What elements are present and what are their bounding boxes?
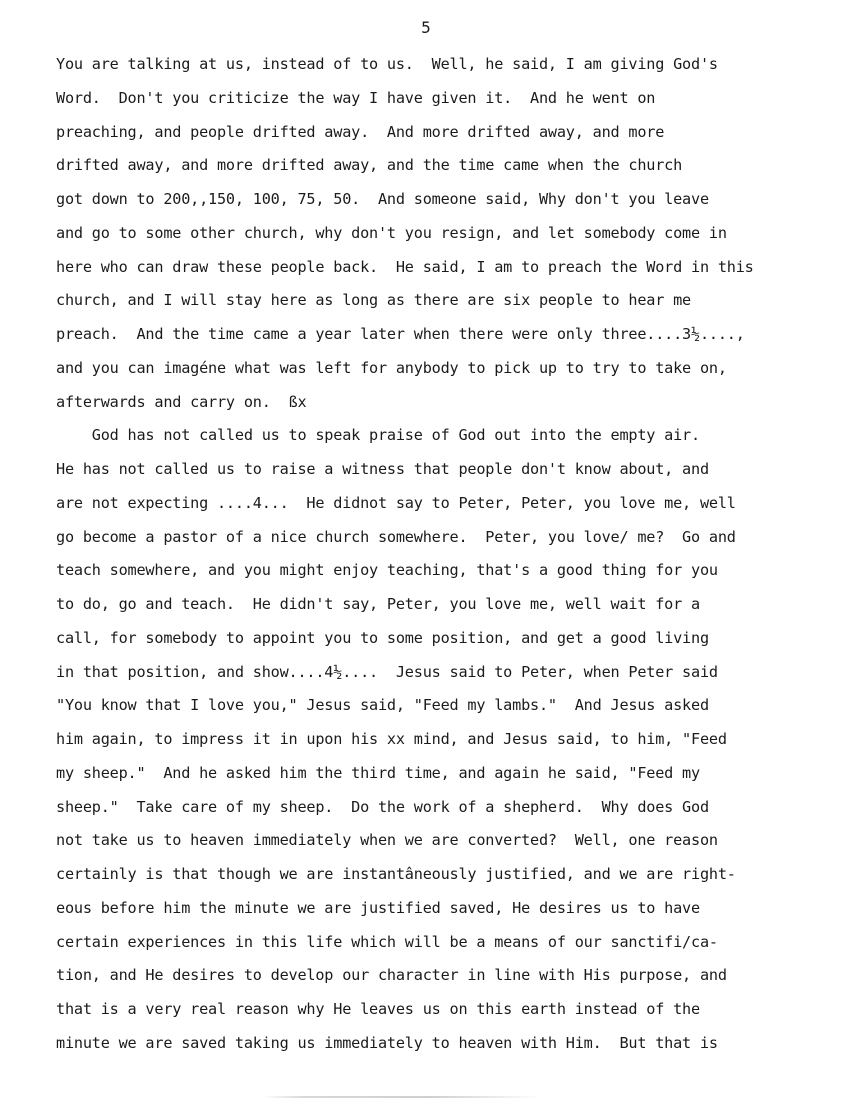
text-line: eous before him the minute we are justified saved, He desires us to have <box>56 898 700 917</box>
page-number: 5 <box>421 18 431 37</box>
text-line: Word. Don't you criticize the way I have given it. And he went on <box>56 88 656 107</box>
text-line: and go to some other church, why don't you resign, and let somebody come in <box>56 223 727 242</box>
text-line: certainly is that though we are instantâneously justified, and we are right- <box>56 865 736 883</box>
text-line: are not expecting ....4... He didnot say to Peter, Peter, you love me, well <box>56 493 736 512</box>
text-line: him again, to impress it in upon his xx mind, and Jesus said, to him, "Feed <box>56 730 727 748</box>
text-line: God has not called us to speak praise of God out into the empty air. <box>56 426 700 445</box>
text-line: and you can imagéne what was left for anybody to pick up to try to take on, <box>56 358 727 377</box>
text-line: my sheep." And he asked him the third time, and again he said, "Feed my <box>56 763 700 782</box>
text-line: You are talking at us, instead of to us. Well, he said, I am giving God's <box>56 55 718 73</box>
text-line: call, for somebody to appoint you to some position, and get a good living <box>56 628 709 647</box>
text-line: certain experiences in this life which will be a means of our sanctifi/ca- <box>56 932 718 951</box>
text-line: that is a very real reason why He leaves us on this earth instead of the <box>56 1000 700 1018</box>
text-line: preach. And the time came a year later when there were only three....3½...., <box>56 325 745 343</box>
text-line: go become a pastor of a nice church somewhere. Peter, you love/ me? Go and <box>56 527 736 546</box>
text-line: in that position, and show....4½.... Jesus said to Peter, when Peter said <box>56 662 718 681</box>
text-line: sheep." Take care of my sheep. Do the work of a shepherd. Why does God <box>56 797 709 816</box>
text-line: He has not called us to raise a witness that people don't know about, and <box>56 460 709 478</box>
text-line: church, and I will stay here as long as there are six people to hear me <box>56 291 691 310</box>
text-line: drifted away, and more drifted away, and the time came when the church <box>56 156 683 175</box>
text-line: minute we are saved taking us immediately to heaven with Him. But that is <box>56 1033 718 1052</box>
text-line: "You know that I love you," Jesus said, "Feed my lambs." And Jesus asked <box>56 696 709 715</box>
text-line: preaching, and people drifted away. And more drifted away, and more <box>56 122 665 141</box>
scan-smudge <box>262 1096 542 1098</box>
text-line: to do, go and teach. He didn't say, Peter, you love me, well wait for a <box>56 595 700 613</box>
text-line: teach somewhere, and you might enjoy teaching, that's a good thing for you <box>56 561 718 580</box>
text-line: tion, and He desires to develop our character in line with His purpose, and <box>56 966 727 985</box>
document-body <box>56 48 846 1061</box>
text-line: afterwards and carry on. ßx <box>56 392 307 411</box>
text-line: not take us to heaven immediately when we are converted? Well, one reason <box>56 831 718 850</box>
text-line: got down to 200,,150, 100, 75, 50. And someone said, Why don't you leave <box>56 190 709 208</box>
text-line: here who can draw these people back. He said, I am to preach the Word in this <box>56 257 754 276</box>
